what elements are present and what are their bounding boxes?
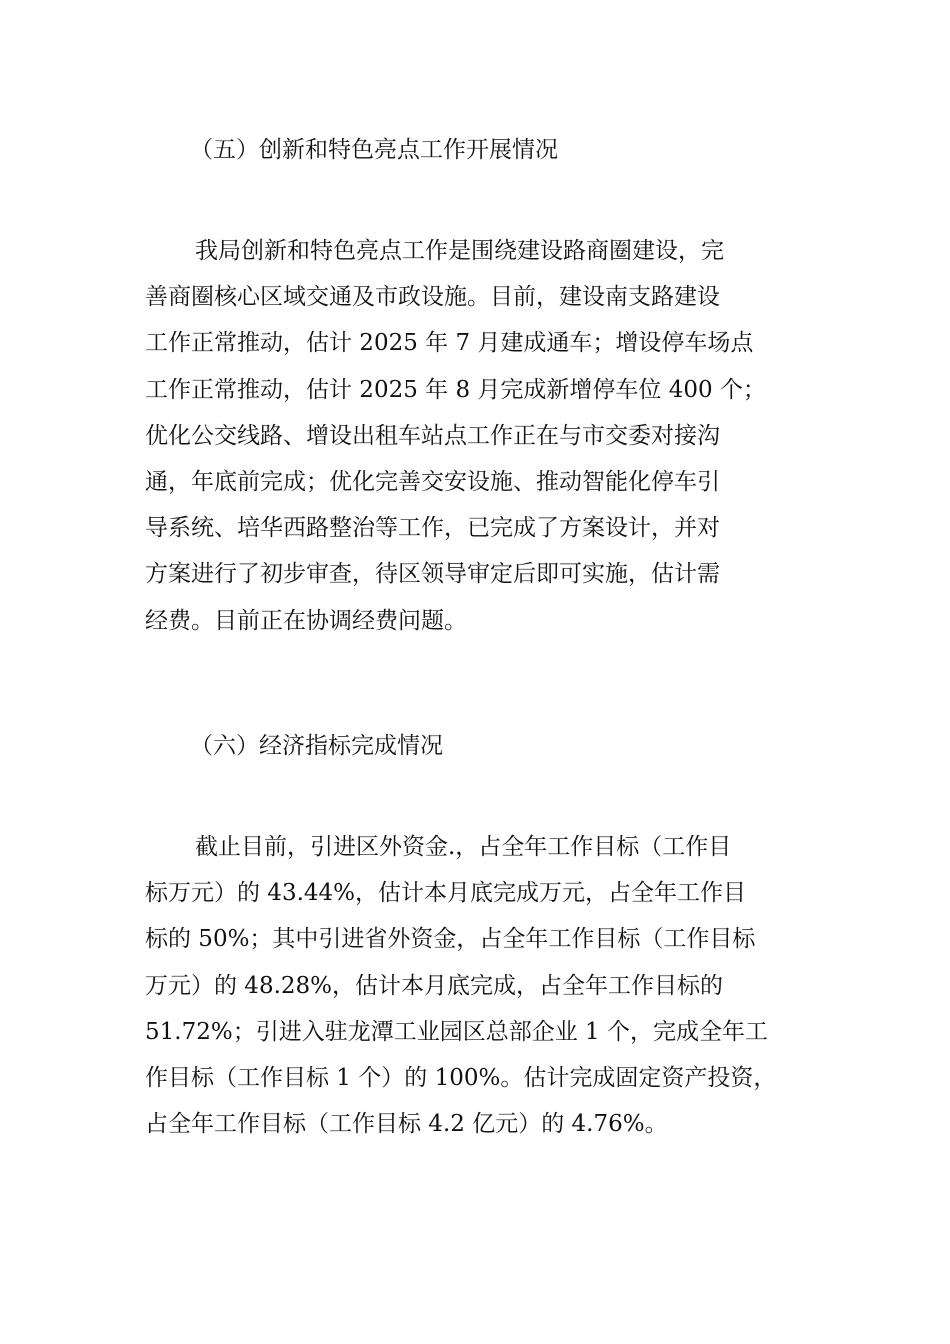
paragraph-line: 工作正常推动，估计 2025 年 8 月完成新增停车位 400 个；	[145, 376, 766, 403]
section-heading-economic: （六）经济指标完成情况	[190, 733, 443, 759]
paragraph-line: 标的 50%；其中引进省外资金，占全年工作目标（工作目标	[145, 926, 756, 953]
paragraph-line: 善商圈核心区域交通及市政设施。目前，建设南支路建设	[145, 284, 720, 311]
paragraph-line: 经费。目前正在协调经费问题。	[145, 607, 467, 634]
paragraph-line: 作目标（工作目标 1 个）的 100%。估计完成固定资产投资，	[145, 1064, 777, 1091]
paragraph-line: 51.72%；引进入驻龙潭工业园区总部企业 1 个，完成全年工	[145, 1018, 768, 1045]
section-heading-innovation: （五）创新和特色亮点工作开展情况	[190, 137, 558, 163]
paragraph-line: 优化公交线路、增设出租车站点工作正在与市交委对接沟	[145, 422, 720, 449]
paragraph-line: 我局创新和特色亮点工作是围绕建设路商圈建设，完	[195, 238, 724, 264]
paragraph-line: 截止目前，引进区外资金.，占全年工作目标（工作目	[195, 834, 732, 860]
paragraph-line: 方案进行了初步审查，待区领导审定后即可实施，估计需	[145, 561, 720, 588]
paragraph-line: 占全年工作目标（工作目标 4.2 亿元）的 4.76%。	[145, 1111, 668, 1138]
paragraph-innovation	[145, 228, 807, 644]
paragraph-economic	[145, 824, 807, 1147]
paragraph-line: 标万元）的 43.44%，估计本月底完成万元，占全年工作目	[145, 880, 747, 907]
paragraph-line: 导系统、培华西路整治等工作，已完成了方案设计，并对	[145, 515, 720, 542]
paragraph-line: 万元）的 48.28%，估计本月底完成，占全年工作目标的	[145, 972, 724, 999]
paragraph-line: 工作正常推动，估计 2025 年 7 月建成通车；增设停车场点	[145, 330, 754, 357]
paragraph-line: 通，年底前完成；优化完善交安设施、推动智能化停车引	[145, 468, 720, 495]
